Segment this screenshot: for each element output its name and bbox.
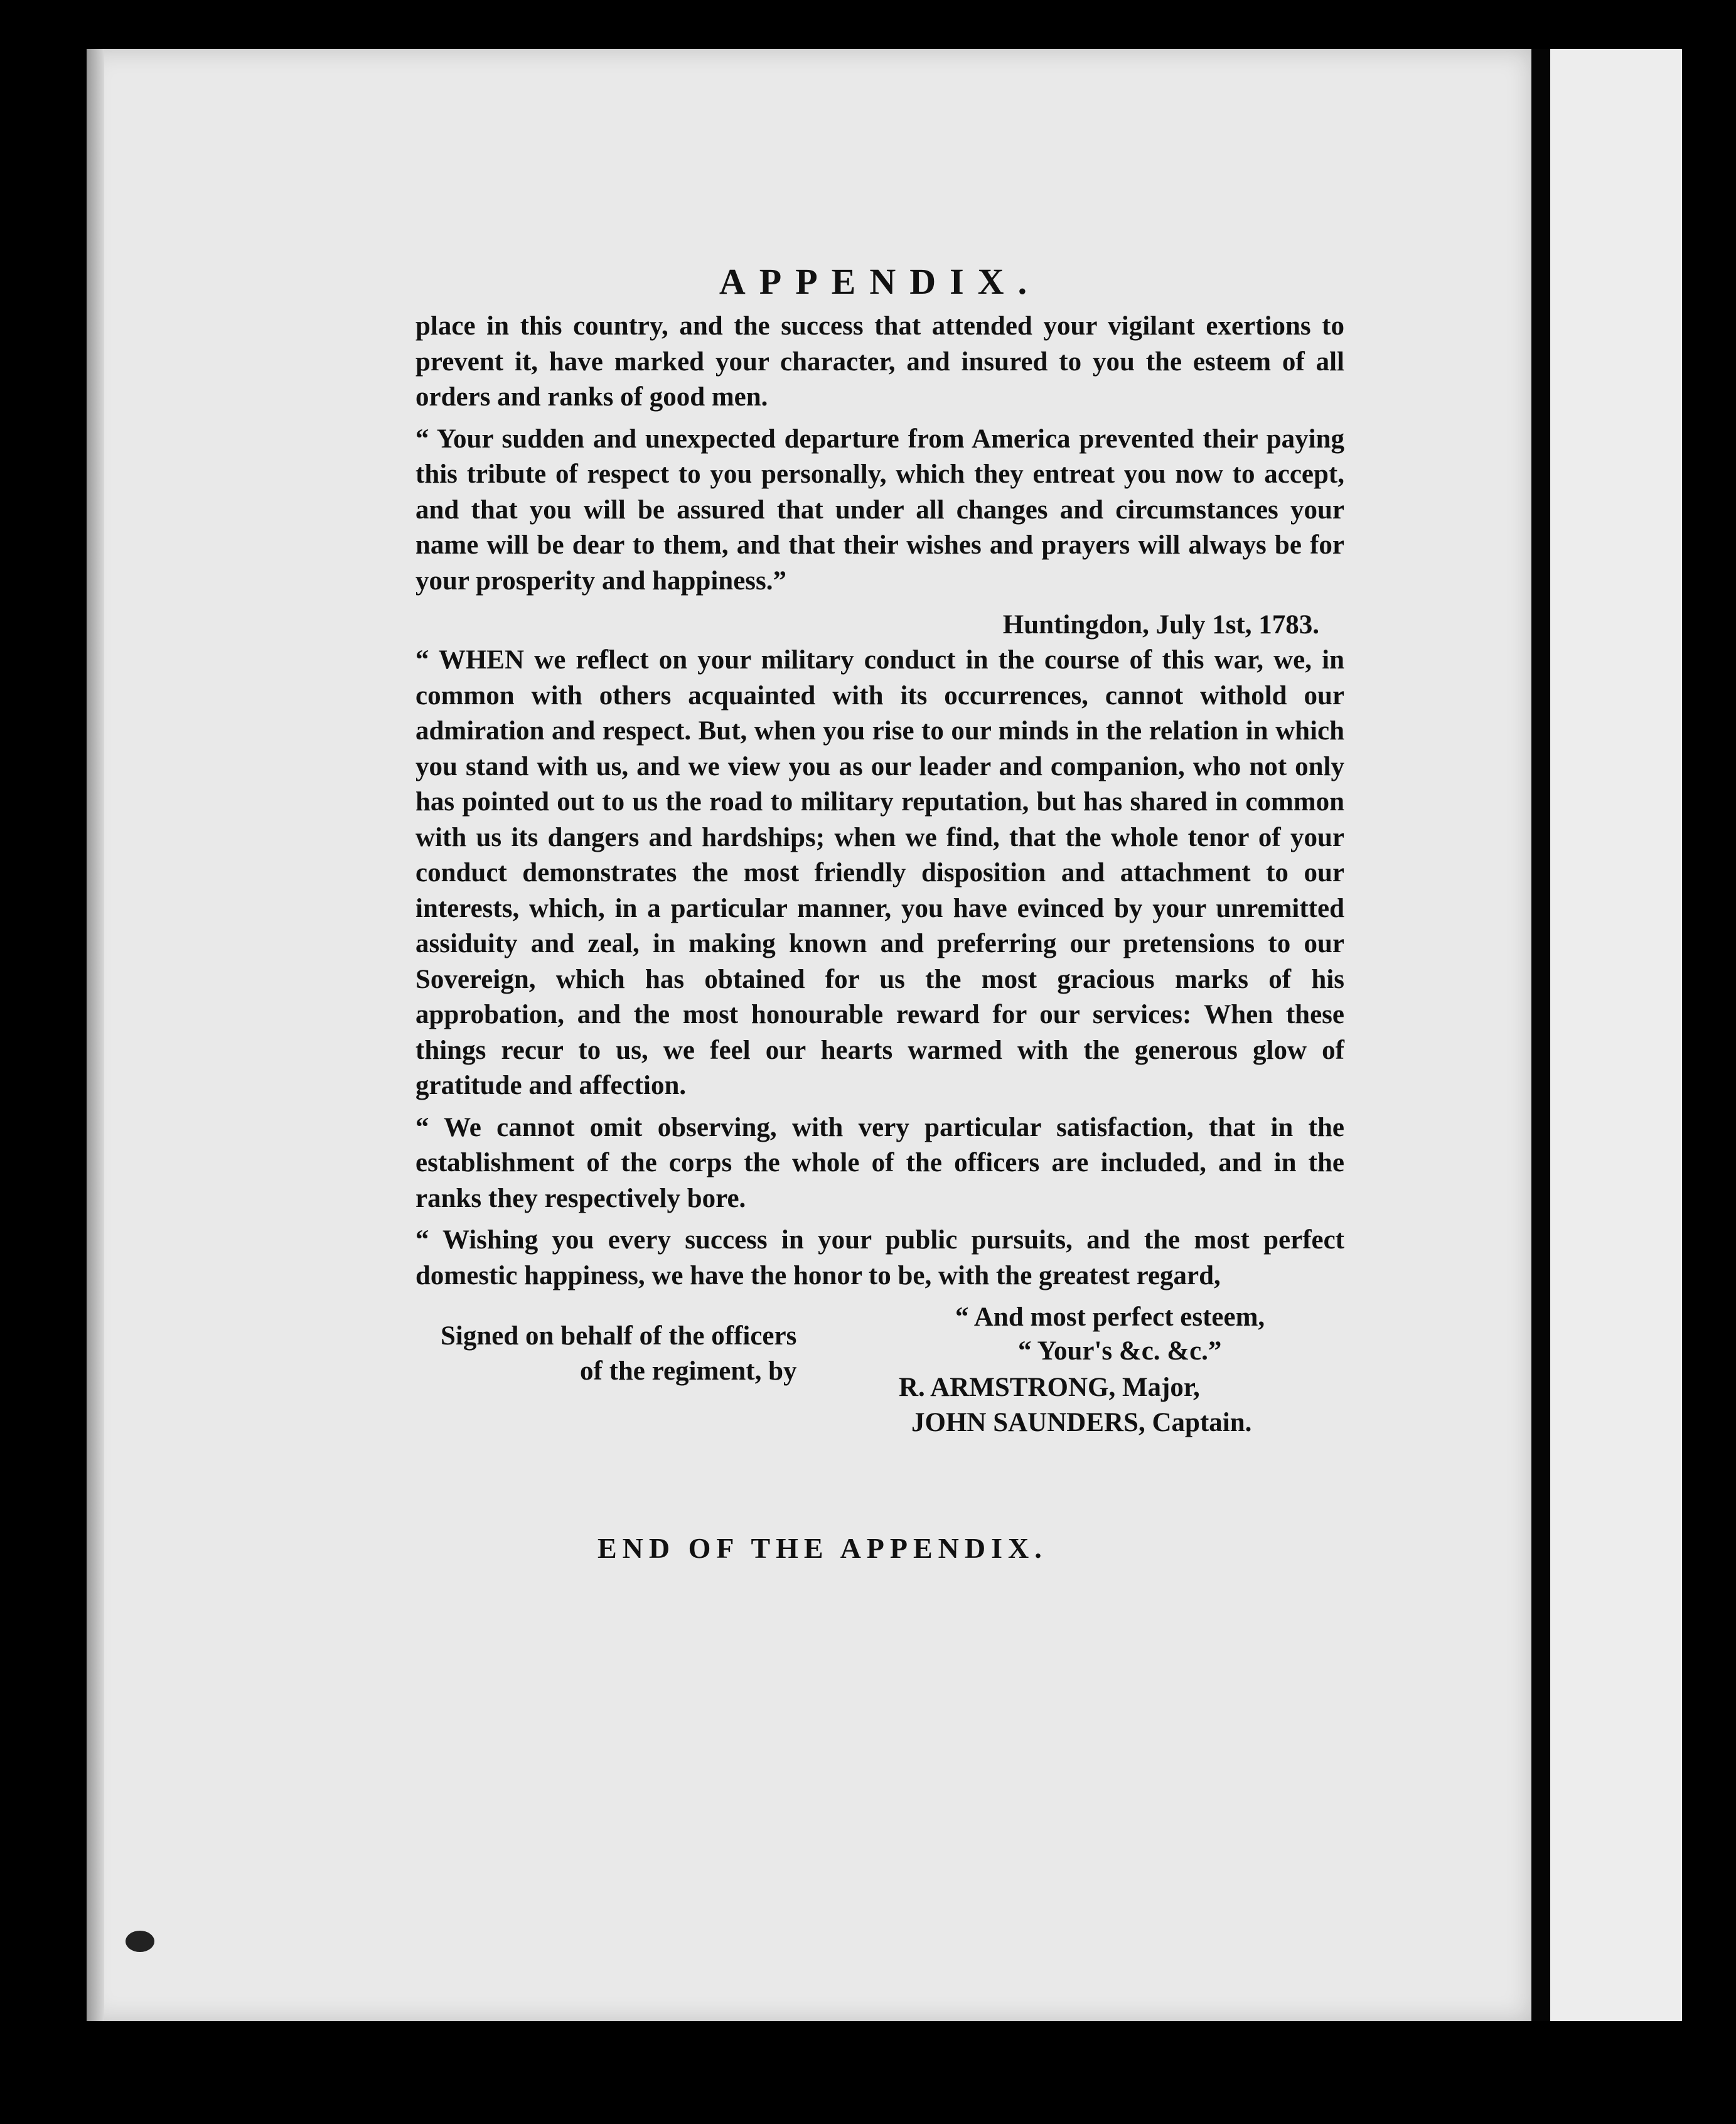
dateline: Huntingdon, July 1st, 1783. xyxy=(1002,610,1319,640)
signer-armstrong: R. ARMSTRONG, Major, xyxy=(899,1373,1200,1402)
paragraph-continuation: place in this country, and the success that attended your vigilant exertions to prevent it, have marked your character, and insured to you the esteem of all orders and ranks of good men. xyxy=(415,311,1344,412)
paragraph-we-cannot-omit: “ We cannot omit observing, with very particular satisfaction, that in the establishment of the corps the whole of the officers are included, and in the ranks they respectively bore. xyxy=(415,1112,1344,1213)
end-of-appendix: END OF THE APPENDIX. xyxy=(597,1532,1047,1564)
paragraph-when-we-reflect: “ WHEN we reflect on your military conduct in the course of this war, we, in common with others acquainted with its occurrences, cannot withold our admiration and respect. But, when you rise to our minds in the relation in which you stand with us, and we view you as our leader and companion, who not only has pointed out to us the road to military reputation, but has shared in common with us its dangers and hardships; when we find, that the whole tenor of your conduct demonstrates the most friendly disposition and attachment to our interests, which, in a particular manner, you have evinced by your unremitted assiduity and zeal, in making known and preferring our pretensions to our Sovereign, which has obtained for us the most gracious marks of his approbation, and the most honourable reward for our services: When these things recur to us, we feel our hearts warmed with the generous glow of gratitude and affection. xyxy=(415,645,1344,1100)
paragraph-wishing-you: “ Wishing you every success in your public pursuits, and the most perfect domestic happiness, we have the honor to be, with the greatest regard, xyxy=(415,1225,1344,1290)
closing-esteem: “ And most perfect esteem, xyxy=(955,1302,1265,1332)
ink-stain xyxy=(126,1931,154,1952)
signer-saunders: JOHN SAUNDERS, Captain. xyxy=(911,1408,1252,1437)
paragraph-departure: “ Your sudden and unexpected departure from America prevented their paying this tribute of respect to you personally, which they entreat you now to accept, and that you will be assured that under all changes and circumstances your name will be dear to them, and that their wishes and prayers will always be for your prosperity and happiness.” xyxy=(415,424,1344,596)
closing-yours: “ Your's &c. &c.” xyxy=(1018,1336,1222,1366)
running-head: APPENDIX. xyxy=(719,261,1041,302)
facing-page-edge xyxy=(1550,49,1682,2021)
signed-on-behalf: Signed on behalf of the officers xyxy=(441,1321,797,1351)
of-the-regiment: of the regiment, by xyxy=(580,1356,797,1386)
page-text xyxy=(415,261,1344,1457)
book-gutter xyxy=(1531,49,1550,2021)
closing-block xyxy=(415,1300,1344,1457)
